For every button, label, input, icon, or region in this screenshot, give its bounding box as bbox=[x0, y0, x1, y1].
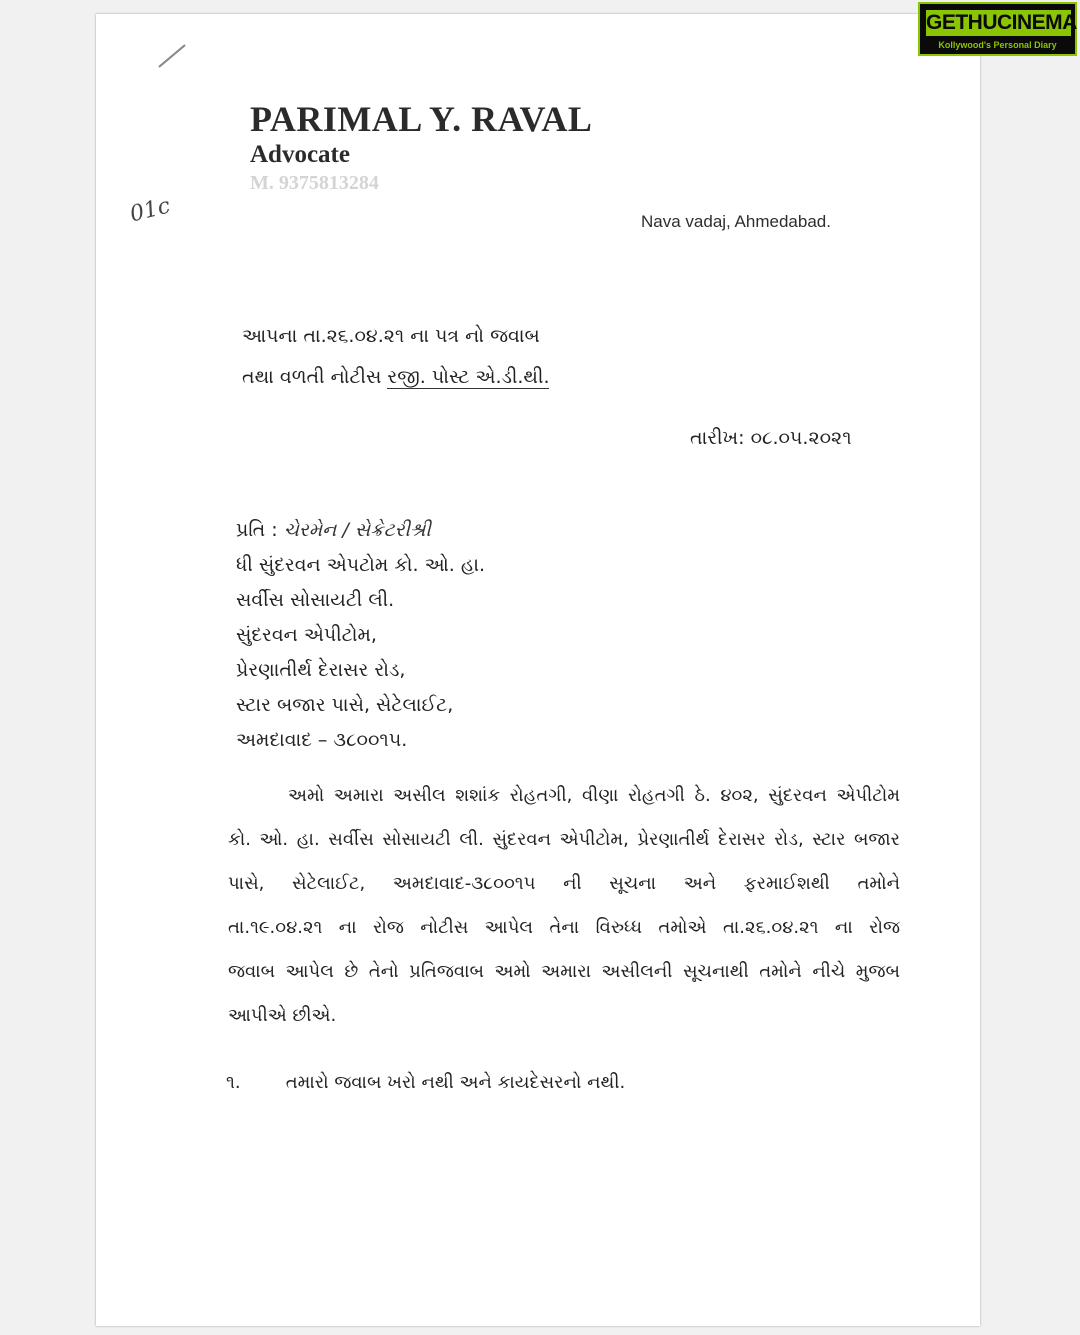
letter-date: તારીખ: ૦૮.૦૫.૨૦૨૧ bbox=[690, 427, 852, 449]
subject-block bbox=[242, 316, 549, 398]
advocate-mobile: M. 9375813284 bbox=[250, 172, 379, 194]
addressee-line: પ્રેરણાતીર્થ દેરાસર રોડ, bbox=[236, 659, 406, 681]
point-number: ૧. bbox=[226, 1072, 241, 1093]
body-line: પાસે, સેટેલાઈટ, અમદાવાદ-૩૮૦૦૧૫ ની સૂચના અને ફરમાઈશથી તમોને bbox=[228, 873, 900, 894]
point-item bbox=[226, 1072, 625, 1093]
addressee-line: સર્વીસ સોસાયટી લી. bbox=[236, 589, 395, 611]
body-line: જવાબ આપેલ છે તેનો પ્રતિજવાબ અમો અમારા અસીલની સૂચનાથી તમોને નીચે મુજબ bbox=[228, 961, 900, 982]
body-line: અમો અમારા અસીલ શશાંક રોહતગી, વીણા રોહતગી ઠે. ૪૦૨, સુંદરવન એપીટોમ bbox=[288, 785, 900, 806]
addressee-handwritten: ચેરમેન / સેક્રેટરીશ્રી bbox=[283, 519, 431, 541]
body-line: તા.૧૯.૦૪.૨૧ ના રોજ નોટીસ આપેલ તેના વિરુધ્ધ તમોએ તા.૨૬.૦૪.૨૧ ના રોજ bbox=[228, 917, 900, 938]
address-line-city: Nava vadaj, Ahmedabad. bbox=[641, 212, 831, 231]
addressee-line: સ્ટાર બજાર પાસે, સેટેલાઈટ, bbox=[236, 694, 454, 716]
subject-line-1: આપના તા.૨૬.૦૪.૨૧ ના પત્ર નો જવાબ bbox=[242, 325, 540, 347]
advocate-name: PARIMAL Y. RAVAL bbox=[250, 99, 593, 139]
subject-line-2-prefix: તથા વળતી નોટીસ bbox=[242, 366, 388, 388]
advocate-title: Advocate bbox=[250, 141, 350, 168]
addressee-line: અમદાવાદ – ૩૮૦૦૧૫. bbox=[236, 729, 408, 751]
addressee-block bbox=[236, 513, 485, 758]
body-line: આપીએ છીએ. bbox=[228, 1005, 337, 1026]
letter-body bbox=[228, 774, 900, 1038]
addressee-line: ધી સુંદરવન એપટોમ કો. ઓ. હા. bbox=[236, 554, 486, 576]
addressee-prefix: પ્રતિ : bbox=[236, 519, 278, 541]
subject-underlined: રજી. પોસ્ટ એ.ડી.થી. bbox=[387, 366, 550, 388]
point-text: તમારો જવાબ ખરો નથી અને કાયદેસરનો નથી. bbox=[285, 1072, 626, 1093]
watermark-tagline: Kollywood's Personal Diary bbox=[938, 40, 1057, 50]
addressee-line: સુંદરવન એપીટોમ, bbox=[236, 624, 377, 646]
letterhead-address bbox=[641, 95, 871, 233]
margin-handwriting: 01c bbox=[127, 193, 173, 228]
watermark-logo bbox=[918, 2, 1077, 56]
watermark-text: GETHUCINEMA bbox=[926, 11, 1077, 34]
addressee-first-line bbox=[236, 513, 485, 548]
body-line: કો. ઓ. હા. સર્વીસ સોસાયટી લી. સુંદરવન એપીટોમ, પ્રેરણાતીર્થ દેરાસર રોડ, સ્ટાર બજાર bbox=[228, 829, 900, 850]
subject-line-2 bbox=[242, 357, 549, 398]
